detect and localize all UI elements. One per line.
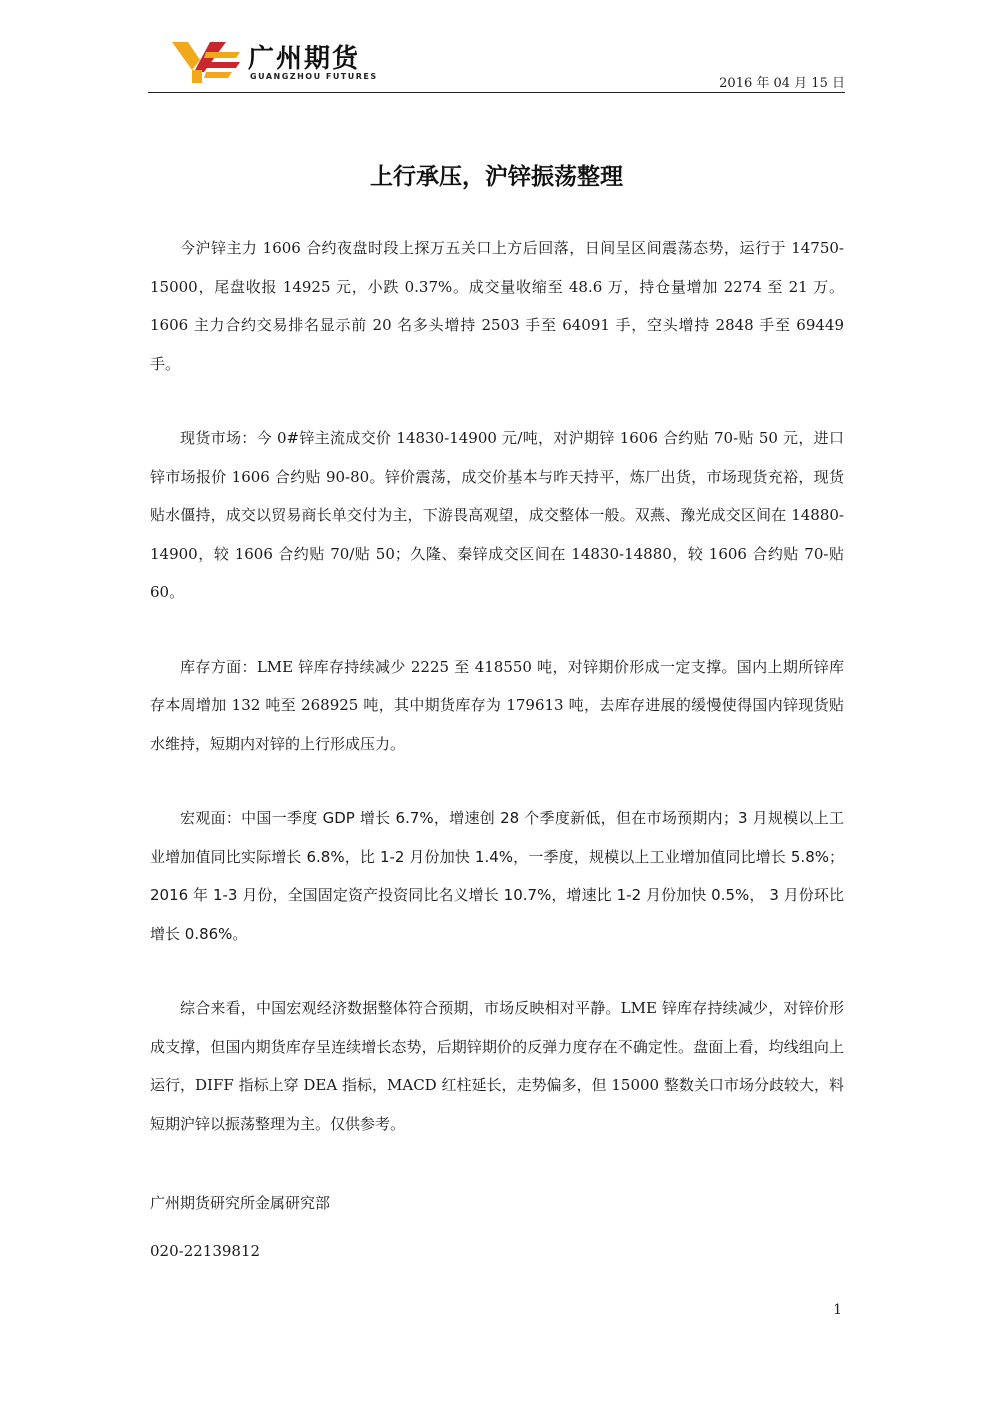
- company-logo: [170, 36, 390, 88]
- paragraph-inventory: 库存方面：LME 锌库存持续减少 2225 至 418550 吨，对锌期价形成一定支撑。国内上期所锌库存本周增加 132 吨至 268925 吨，其中期货库存为 179613 吨，去库存进展的缓慢使得国内锌现货贴水维持，短期内对锌的上行形成压力。: [150, 657, 844, 753]
- logo-text-en: GUANGZHOU FUTURES: [250, 72, 378, 81]
- paragraph-futures: 今沪锌主力 1606 合约夜盘时段上探万五关口上方后回落，日间呈区间震荡态势，运行于 14750-15000，尾盘收报 14925 元，小跌 0.37%。成交量收缩至 48.6 万，持仓量增加 2274 至 21 万。1606 主力合约交易排名显示前 20 名多头增持 2503 手至 64091 手，空头增持 2848 手至 69449 手。: [150, 239, 844, 373]
- page-header: [148, 30, 845, 94]
- header-divider: [148, 92, 845, 93]
- paragraph-spot-market: 现货市场：今 0#锌主流成交价 14830-14900 元/吨，对沪期锌 1606 合约贴 70-贴 50 元，进口锌市场报价 1606 合约贴 90-80。锌价震荡，成交价基本与昨天持平，炼厂出货，市场现货充裕，现货贴水僵持，成交以贸易商长单交付为主，下游畏高观望，成交整体一般。双燕、豫光成交区间在 14880-14900，较 1606 合约贴 70/贴 50；久隆、秦锌成交区间在 14830-14880，较 1606 合约贴 70-贴 60。: [150, 429, 844, 601]
- contact-phone: 020-22139812: [150, 1242, 261, 1260]
- report-body: [150, 229, 844, 1275]
- report-date: 2016 年 04 月 15 日: [719, 76, 845, 91]
- logo-text-cn: 广州期货: [248, 44, 361, 74]
- department-name: 广州期货研究所金属研究部: [150, 1194, 331, 1212]
- page-number: 1: [833, 1302, 842, 1318]
- company-logo-mark: [170, 40, 242, 84]
- report-title: 上行承压，沪锌振荡整理: [370, 164, 623, 190]
- paragraph-summary: 综合来看，中国宏观经济数据整体符合预期，市场反映相对平静。LME 锌库存持续减少，对锌价形成支撑，但国内期货库存呈连续增长态势，后期锌期价的反弹力度存在不确定性。盘面上看，均线组向上运行，DIFF 指标上穿 DEA 指标，MACD 红柱延长，走势偏多，但 15000 整数关口市场分歧较大，料短期沪锌以振荡整理为主。仅供参考。: [150, 999, 844, 1133]
- paragraph-macro: 宏观面：中国一季度 GDP 增长 6.7%，增速创 28 个季度新低，但在市场预期内；3 月规模以上工业增加值同比实际增长 6.8%，比 1-2 月份加快 1.4%，一季度，规模以上工业增加值同比增长 5.8%；2016 年 1-3 月份，全国固定资产投资同比名义增长 10.7%，增速比 1-2 月份加快 0.5%， 3 月份环比增长 0.86%。: [150, 809, 844, 943]
